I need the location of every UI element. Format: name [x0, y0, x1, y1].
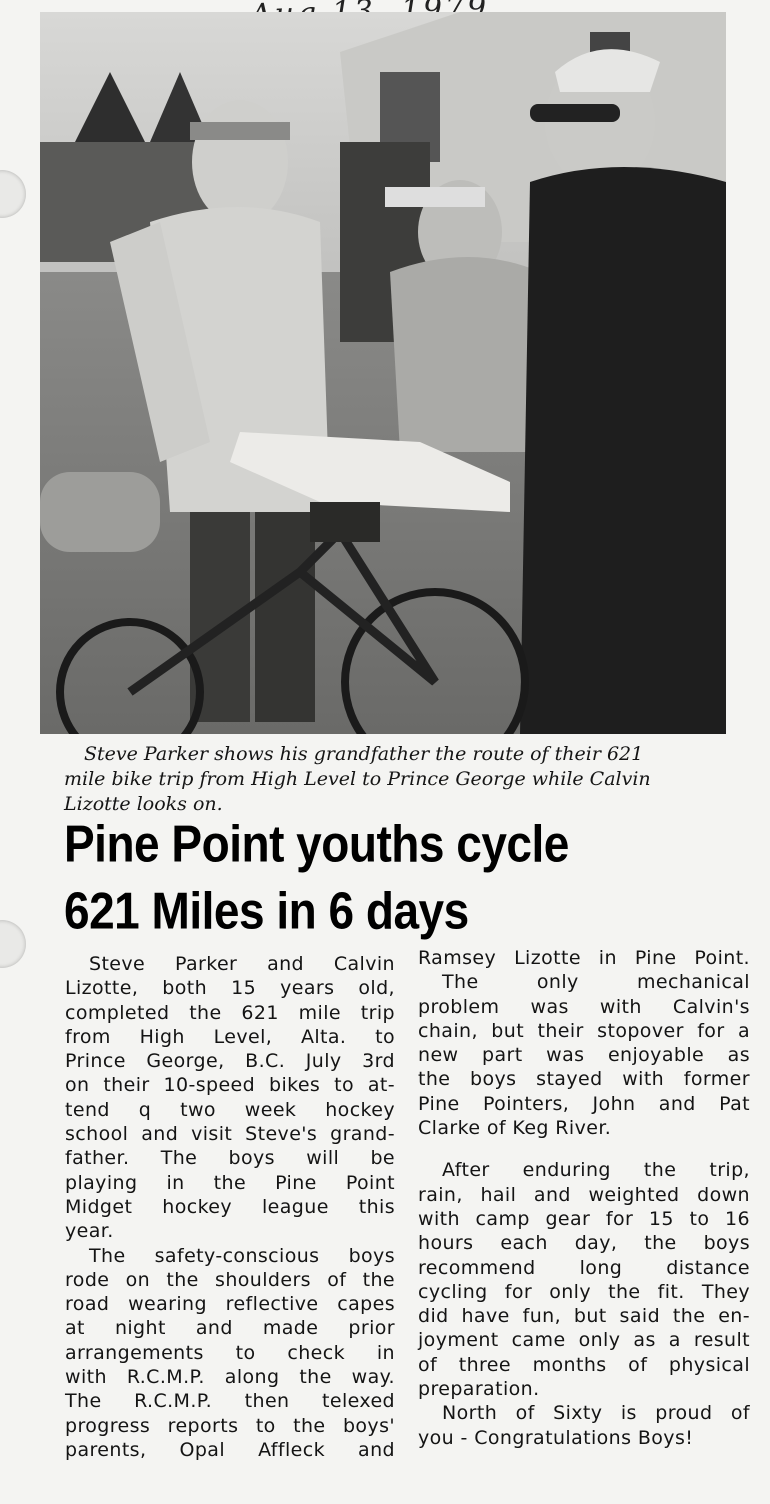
article-line: at night and made prior — [65, 1317, 395, 1340]
article-line: joyment came only as a result — [418, 1329, 750, 1352]
article-line: playing in the Pine Point — [65, 1171, 395, 1194]
caption-line: Lizotte looks on. — [64, 793, 223, 815]
article-left-column — [65, 952, 395, 1462]
article-line: road wearing reflective capes — [65, 1293, 395, 1316]
article-line: rode on the shoulders of the — [65, 1268, 395, 1291]
headline-line: 621 Miles in 6 days — [64, 881, 469, 940]
caption-line: mile bike trip from High Level to Prince George while Calvin — [64, 768, 651, 790]
caption-line: Steve Parker shows his grandfather the route of their 621 — [84, 743, 644, 765]
article-line: The safety-conscious boys — [89, 1244, 395, 1267]
article-line: completed the 621 mile trip — [65, 1001, 395, 1024]
article-line: arrangements to check in — [65, 1341, 395, 1364]
article-line: recommend long distance — [418, 1256, 750, 1279]
photo-caption — [64, 742, 724, 817]
article-line: The R.C.M.P. then telexed — [65, 1390, 395, 1413]
article-line: from High Level, Alta. to — [65, 1025, 395, 1048]
article-line: on their 10-speed bikes to at- — [65, 1074, 395, 1097]
article-line: Clarke of Keg River. — [418, 1117, 612, 1140]
article-line: chain, but their stopover for a — [418, 1019, 750, 1042]
article-line: new part was enjoyable as — [418, 1044, 750, 1067]
punch-hole — [0, 920, 26, 968]
article-line: school and visit Steve's grand- — [65, 1123, 395, 1146]
punch-hole — [0, 170, 26, 218]
article-line: cycling for only the fit. They — [418, 1280, 750, 1303]
article-line: The only mechanical — [442, 971, 750, 994]
article-line: preparation. — [418, 1378, 540, 1401]
article-line: Prince George, B.C. July 3rd — [65, 1050, 395, 1073]
article-line: year. — [65, 1220, 114, 1243]
article-line: After enduring the trip, — [442, 1159, 750, 1182]
article-line: Steve Parker and Calvin — [89, 953, 395, 975]
article-line: of three months of physical — [418, 1353, 750, 1376]
article-line: Lizotte, both 15 years old, — [65, 977, 395, 1000]
article-line: parents, Opal Affleck and — [65, 1438, 395, 1461]
article-line: did have fun, but said the en- — [418, 1305, 750, 1328]
headline — [64, 810, 744, 944]
article-line: with R.C.M.P. along the way. — [65, 1366, 395, 1389]
headline-line: Pine Point youths cycle — [64, 814, 569, 873]
article-right-column — [418, 946, 750, 1450]
article-line: North of Sixty is proud of — [442, 1402, 750, 1425]
article-line: progress reports to the boys' — [65, 1414, 395, 1437]
photo-people-bike-map-icon — [40, 12, 726, 734]
news-photo — [40, 12, 726, 734]
article-line: hours each day, the boys — [418, 1232, 750, 1255]
article-line: rain, hail and weighted down — [418, 1183, 750, 1206]
paragraph-gap — [418, 1140, 750, 1158]
article-line: you - Congratulations Boys! — [418, 1426, 694, 1449]
article-line: the boys stayed with former — [418, 1068, 750, 1091]
article-line: father. The boys will be — [65, 1147, 395, 1170]
article-line: with camp gear for 15 to 16 — [418, 1207, 750, 1230]
article-line: Midget hockey league this — [65, 1195, 395, 1218]
article-line: Ramsey Lizotte in Pine Point. — [418, 947, 750, 969]
article-line: tend q two week hockey — [65, 1098, 395, 1121]
article-line: problem was with Calvin's — [418, 995, 750, 1018]
article-line: Pine Pointers, John and Pat — [418, 1092, 750, 1115]
